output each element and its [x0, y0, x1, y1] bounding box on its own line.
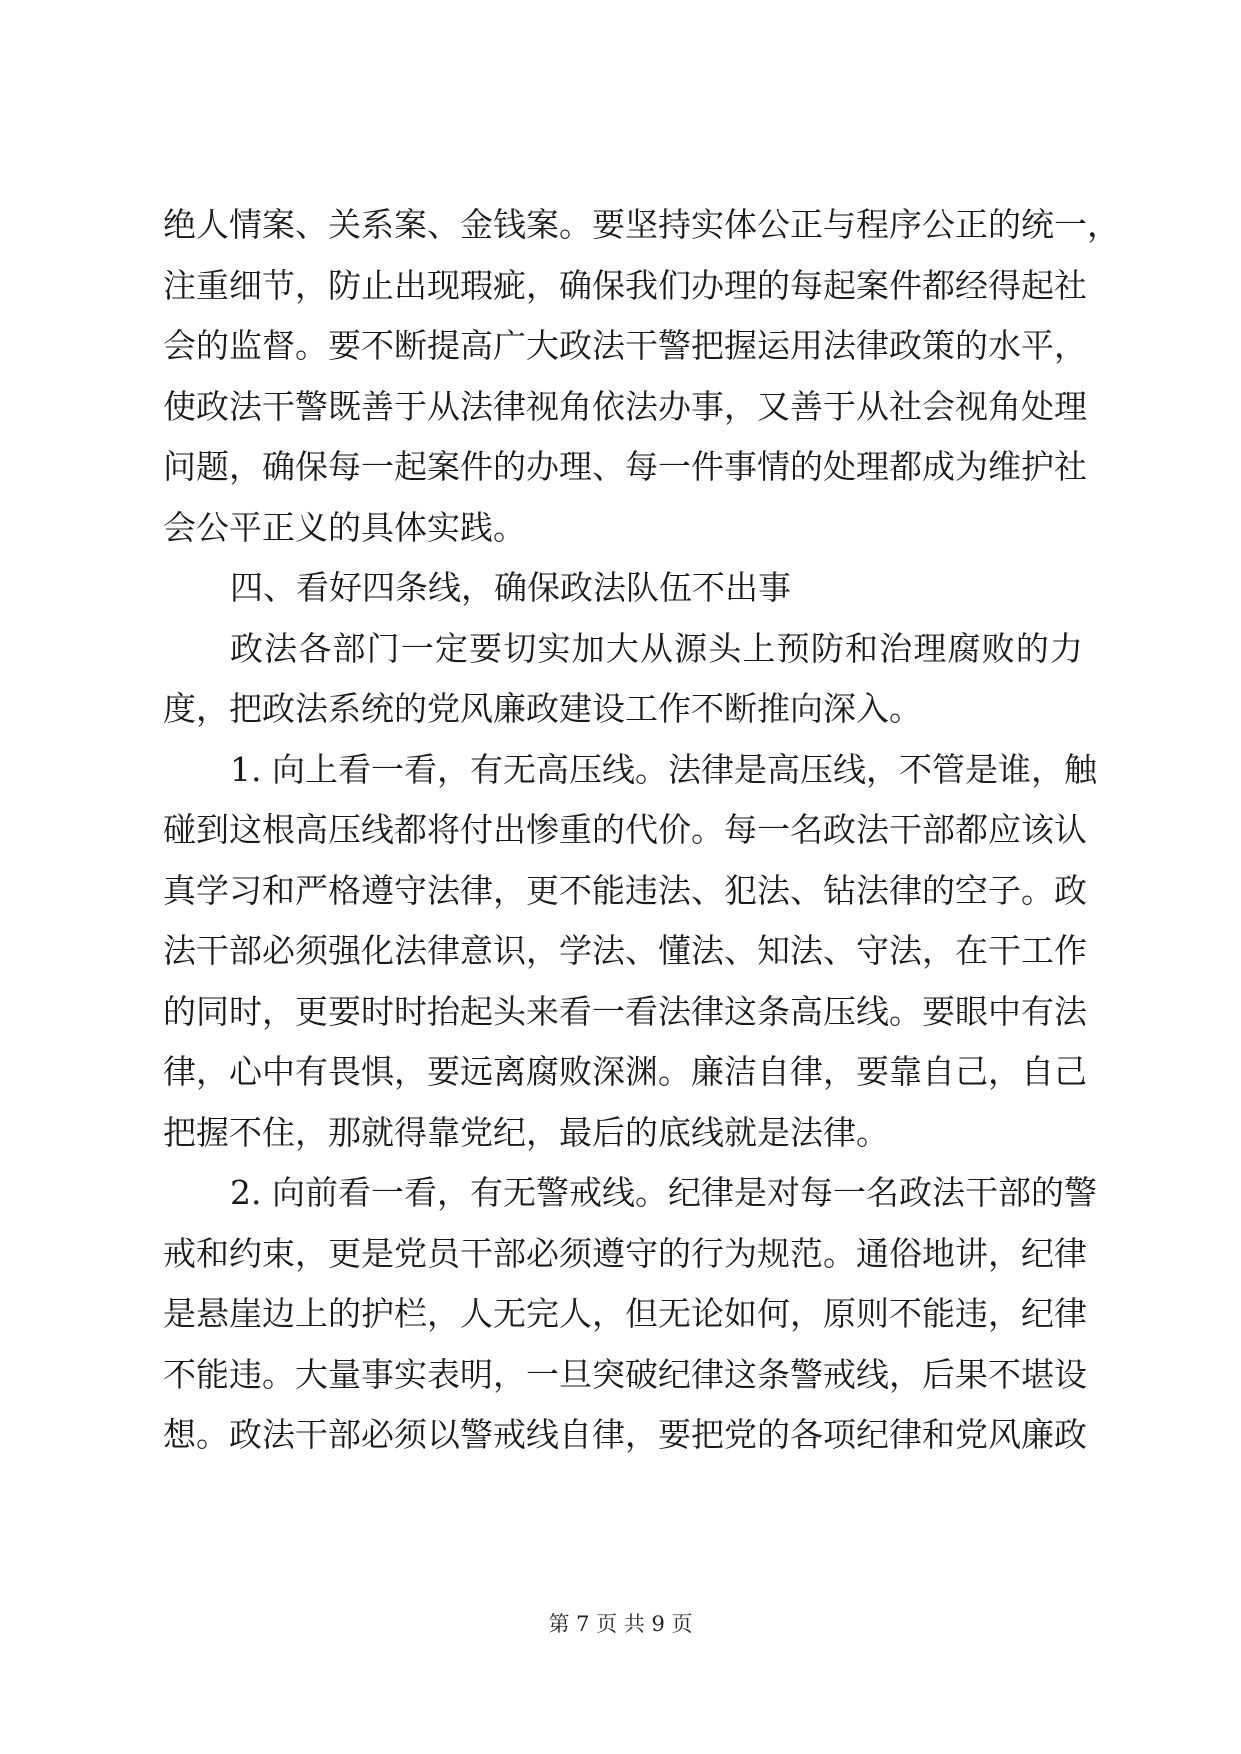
- text-line: 是悬崖边上的护栏，人无完人，但无论如何，原则不能违，纪律: [163, 1294, 1087, 1333]
- text-line: 律，心中有畏惧，要远离腐败深渊。廉洁自律，要靠自己，自己: [163, 1052, 1087, 1091]
- text-line: 问题，确保每一起案件的办理、每一件事情的处理都成为维护社: [163, 447, 1087, 486]
- text-line: 碰到这根高压线都将付出惨重的代价。每一名政法干部都应该认: [163, 810, 1087, 849]
- paragraph-start-line: 政法各部门一定要切实加大从源头上预防和治理腐败的力: [230, 629, 1083, 668]
- text-line: 真学习和严格遵守法律，更不能违法、犯法、钻法律的空子。政: [163, 871, 1087, 910]
- text-line: 把握不住，那就得靠党纪，最后的底线就是法律。: [163, 1113, 889, 1152]
- text-line: 注重细节，防止出现瑕疵，确保我们办理的每起案件都经得起社: [163, 266, 1087, 305]
- text-line: 绝人情案、关系案、金钱案。要坚持实体公正与程序公正的统一，: [163, 205, 1120, 244]
- section-heading: 四、看好四条线，确保政法队伍不出事: [230, 568, 791, 607]
- text-line: 度，把政法系统的党风廉政建设工作不断推向深入。: [163, 689, 922, 728]
- text-line: 会的监督。要不断提高广大政法干警把握运用法律政策的水平，: [163, 326, 1087, 365]
- paragraph-start-line: 1. 向上看一看，有无高压线。法律是高压线，不管是谁，触: [230, 750, 1097, 789]
- paragraph-start-line: 2. 向前看一看，有无警戒线。纪律是对每一名政法干部的警: [230, 1173, 1097, 1212]
- page-footer: 第 7 页 共 9 页: [548, 1612, 693, 1636]
- text-line: 不能违。大量事实表明，一旦突破纪律这条警戒线，后果不堪设: [163, 1355, 1087, 1394]
- text-line: 的同时，更要时时抬起头来看一看法律这条高压线。要眼中有法: [163, 992, 1087, 1031]
- text-line: 使政法干警既善于从法律视角依法办事，又善于从社会视角处理: [163, 387, 1087, 426]
- text-line: 法干部必须强化法律意识，学法、懂法、知法、守法，在干工作: [163, 931, 1087, 970]
- text-line: 戒和约束，更是党员干部必须遵守的行为规范。通俗地讲，纪律: [163, 1234, 1087, 1273]
- text-line: 会公平正义的具体实践。: [163, 508, 526, 547]
- text-line: 想。政法干部必须以警戒线自律，要把党的各项纪律和党风廉政: [163, 1415, 1087, 1454]
